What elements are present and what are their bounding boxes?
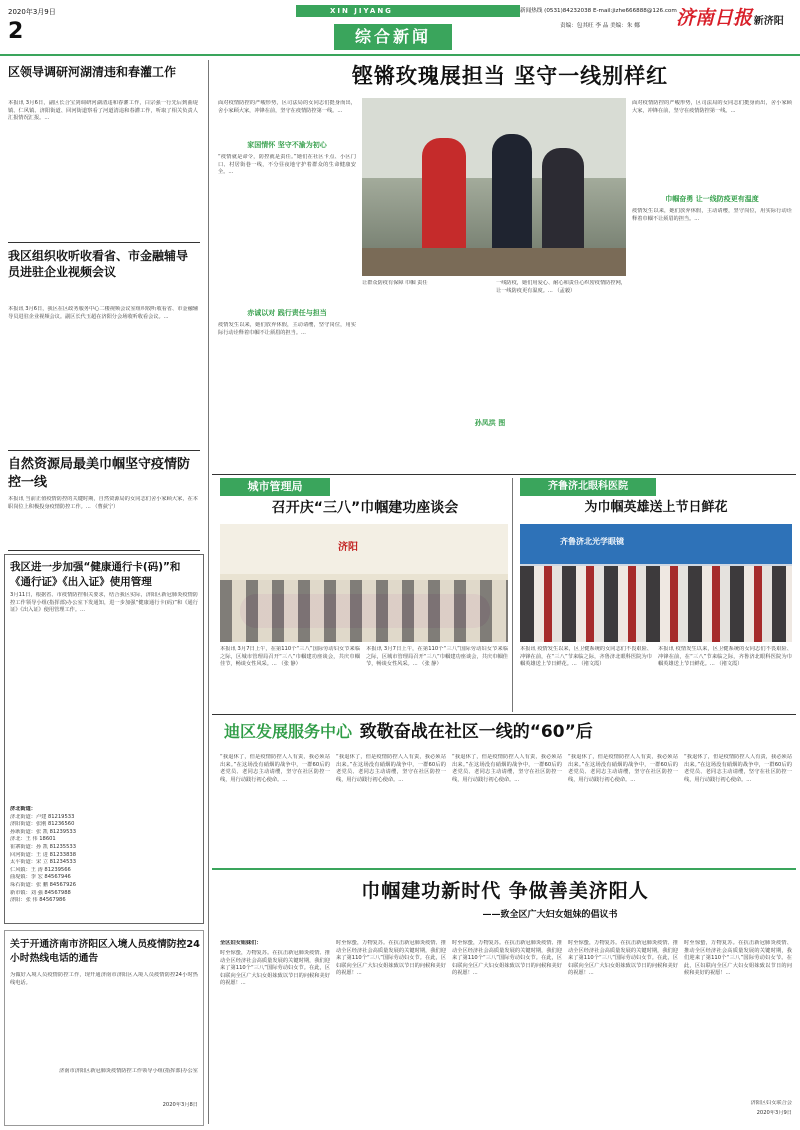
page-number: 2 bbox=[8, 19, 24, 44]
article-3-title: 自然资源局最美巾帼坚守疫情防控一线 bbox=[8, 457, 191, 490]
contact-item: 垛石街道：张 鹏 84567926 bbox=[10, 881, 77, 888]
hero-body-a: 面对疫情防控的严峻形势，区司法局的女同志们挺身而出，舍小家顾大家，冲锋在前，坚守在疫情防控第一线。... bbox=[218, 100, 356, 114]
mid-left-body-1: 本报讯 3月7日上午，在第110个“三八”国际劳动妇女节来临之际，区城市管理局召开“三八”巾帼建功座谈会，共庆巾帼佳节，畅谈女性风采。... （张 静） bbox=[220, 646, 360, 668]
hero-subhead-2: 赤诚以对 践行责任与担当 bbox=[247, 309, 327, 317]
contact-item: 济北：王 伟 18601 bbox=[10, 836, 56, 843]
article-4-body: 3月11日，根据省、市疫情防控相关要求，结合我区实际，济阳区新冠肺炎疫情防控工作领导小组(指挥部)办公室下发通知，进一步加强“健康通行卡(码)”和《通行证》《出入证》使用管理工作。... bbox=[10, 592, 198, 614]
hero-photo-caption: 孙凤洪 图 bbox=[474, 419, 506, 427]
hero-subhead-3: 巾帼奋勇 让一线防疫更有温度 bbox=[665, 195, 759, 203]
hero-body-e: 面对疫情防控的严峻形势，区司法局的女同志们挺身而出，舍小家顾大家，冲锋在前，坚守在疫情防控第一线。... bbox=[632, 100, 792, 114]
divider bbox=[8, 242, 200, 243]
column-rule bbox=[208, 60, 209, 1124]
hero-photo-caption-body: 让群众防疫有保障 巾帼 责任 bbox=[362, 280, 428, 286]
proposal-date: 2020年3月9日 bbox=[756, 1110, 792, 1116]
contact-item: 崔寨街道：孙 凯 81235533 bbox=[10, 843, 77, 850]
contact-item: 太平街道：宋 立 81234533 bbox=[10, 859, 77, 866]
hero-title: 铿锵玫瑰展担当 坚守一线别样红 bbox=[351, 64, 669, 88]
contact-item: 回河街道：王 进 81233838 bbox=[10, 851, 77, 858]
photo-people bbox=[220, 580, 508, 642]
article-1-body: 本报讯 3月6日，副区长合宝剑调研河湖清违和春灌工作，白宗强一行先后到曲堤镇、仁风镇、济阳街道、回河街道察看了河道清违和春灌工作，听取了相关负责人汇报情况汇报。... bbox=[8, 100, 198, 122]
contact-item: 曲堤镇：李 宏 84567946 bbox=[10, 874, 71, 881]
proposal-body-5: 时至惊蛰，万物复苏。在抗击新冠肺炎疫情、推动全区经济社会高质量发展的关键时期，我们迎来了第110个“三八”国际劳动妇女节。在此，区妇联向全区广大妇女姐妹致以节日的问候和美好的祝愿！... bbox=[684, 940, 792, 977]
contact-item: 济北街道：卢建 81219533 bbox=[10, 813, 75, 820]
district-body-5: “我退休了，但是疫情防控人人有责，我必须站出来。”在这场没有硝烟的战争中，一群60后的老党员、老同志主动请缨，坚守在社区防控一线，用行动践行初心使命。... bbox=[684, 754, 792, 783]
photo-sign: 济阳 bbox=[338, 542, 358, 553]
photo-sign: 齐鲁济北光学眼镜 bbox=[560, 537, 624, 546]
paper-sub: 新济阳 bbox=[753, 16, 784, 27]
article-3-body: 本报讯 当前正值疫情防控的关键时期，自然资源局的女同志们舍小家顾大家，在本职岗位上积极投身疫情防控工作。... （曹荻宁） bbox=[8, 496, 198, 510]
mid-right-photo bbox=[520, 524, 792, 642]
photo-table bbox=[362, 248, 626, 276]
hero-body-d: 一线防疫，她们用爱心、耐心和责任心织密疫情防控网，让一线防疫更有温度。... （孟毅） bbox=[496, 280, 626, 294]
district-banner-label: 迪区发展服务中心 bbox=[224, 722, 353, 741]
hospital-label: 齐鲁济北眼科医院 bbox=[548, 481, 628, 492]
city-management-label: 城市管理局 bbox=[247, 480, 303, 493]
contact-item: 济阳街道：张刚 81236560 bbox=[10, 821, 75, 828]
proposal-body-2: 时至惊蛰，万物复苏。在抗击新冠肺炎疫情、推动全区经济社会高质量发展的关键时期，我们迎来了第110个“三八”国际劳动妇女节。在此，区妇联向全区广大妇女姐妹致以节日的问候和美好的祝愿！... bbox=[336, 940, 446, 977]
article-2-title: 我区组织收听收看省、市金融辅导员进驻企业视频会议 bbox=[8, 249, 189, 279]
paper-name: 济南日报 bbox=[676, 7, 753, 29]
mid-left-title: 召开庆“三八”巾帼建功座谈会 bbox=[271, 500, 459, 516]
photo-wall bbox=[220, 524, 508, 574]
contact-item: 孙耿街道：张 凯 81239533 bbox=[10, 828, 77, 835]
hotline: 新闻热线 (0531)84232038 E-mail:jizhe666888@126.com bbox=[520, 8, 677, 14]
mid-right-title: 为巾帼英雄送上节日鲜花 bbox=[584, 500, 728, 515]
district-body-4: “我退休了，但是疫情防控人人有责，我必须站出来。”在这场没有硝烟的战争中，一群60后的老党员、老同志主动请缨，坚守在社区防控一线，用行动践行初心使命。... bbox=[568, 754, 678, 783]
article-4-title: 我区进一步加强“健康通行卡(码)”和《通行证》《出入证》使用管理 bbox=[10, 561, 181, 588]
hero-body-c: 疫情发生以来，她们放弃休假，主动请缨，坚守岗位，用实际行动诠释着巾帼不让须眉的担当。... bbox=[218, 322, 356, 336]
proposal-sign: 济阳区妇女联合会 bbox=[750, 1100, 792, 1106]
city-management-banner bbox=[220, 478, 330, 496]
contact-item: 济阳：张 伟 84567986 bbox=[10, 897, 66, 904]
district-body-2: “我退休了，但是疫情防控人人有责，我必须站出来。”在这场没有硝烟的战争中，一群60后的老党员、老同志主动请缨，坚守在社区防控一线，用行动践行初心使命。... bbox=[336, 754, 446, 783]
hero-subhead-1: 家国情怀 坚守不渝为初心 bbox=[247, 141, 327, 149]
divider bbox=[8, 450, 200, 451]
hospital-banner bbox=[520, 478, 656, 496]
contacts-title: 济北街道： bbox=[10, 806, 36, 812]
district-title: 致敬奋战在社区一线的“60”后 bbox=[359, 722, 593, 742]
notice-date: 2020年3月8日 bbox=[162, 1102, 198, 1108]
proposal-body-3: 时至惊蛰，万物复苏。在抗击新冠肺炎疫情、推动全区经济社会高质量发展的关键时期，我们迎来了第110个“三八”国际劳动妇女节。在此，区妇联向全区广大妇女姐妹致以节日的问候和美好的祝愿！... bbox=[452, 940, 562, 977]
notice-signature: 济南市济阳区新冠肺炎疫情防控工作领导小组(指挥部)办公室 bbox=[59, 1068, 198, 1074]
section-banner bbox=[334, 24, 452, 50]
mid-left-body-2: 本报讯 3月7日上午，在第110个“三八”国际劳动妇女节来临之际，区城市管理局召开“三八”巾帼建功座谈会，共庆巾帼佳节，畅谈女性风采。... （张 静） bbox=[366, 646, 508, 668]
left-column bbox=[0, 56, 205, 1130]
district-header bbox=[224, 718, 794, 748]
hero-body-b: “疫情就是命令，防控就是责任。”她们在社区卡点、小区门口、村居街巷一线，不分昼夜地守护着群众的生命健康安全。... bbox=[218, 154, 356, 176]
paper-logo bbox=[676, 5, 794, 35]
article-1-title: 区领导调研河湖清违和春灌工作 bbox=[8, 65, 177, 79]
proposal-subtitle: ——致全区广大妇女姐妹的倡议书 bbox=[482, 910, 618, 920]
masthead bbox=[0, 0, 800, 60]
divider bbox=[212, 474, 796, 475]
divider bbox=[8, 550, 200, 551]
hero-photo bbox=[362, 98, 626, 276]
section-title: 综合新闻 bbox=[354, 27, 431, 46]
column-rule bbox=[512, 478, 513, 712]
divider bbox=[212, 714, 796, 715]
notice-title: 关于开通济南市济阳区入境人员疫情防控24小时热线电话的通告 bbox=[10, 939, 200, 964]
proposal-salutation: 全区妇女姐妹们： bbox=[220, 940, 262, 946]
district-body-3: “我退休了，但是疫情防控人人有责，我必须站出来。”在这场没有硝烟的战争中，一群60后的老党员、老同志主动请缨，坚守在社区防控一线，用行动践行初心使命。... bbox=[452, 754, 562, 783]
divider bbox=[212, 868, 796, 870]
hero-body-f: 疫情发生以来，她们放弃休假，主动请缨，坚守岗位，用实际行动诠释着巾帼不让须眉的担当。... bbox=[632, 208, 792, 222]
proposal-body-1: 时至惊蛰，万物复苏。在抗击新冠肺炎疫情、推动全区经济社会高质量发展的关键时期，我们迎来了第110个“三八”国际劳动妇女节。在此，区妇联向全区广大妇女姐妹致以节日的问候和美好的祝愿！... bbox=[220, 950, 330, 987]
contact-item: 仁风镇：王 涛 81239566 bbox=[10, 866, 71, 873]
contact-item: 新市镇：刘 强 84567988 bbox=[10, 889, 71, 896]
contacts-list bbox=[10, 806, 198, 920]
notice-body: 为做好入境人员疫情防控工作，现开通济南市济阳区入境人员疫情防控24小时热线电话。 bbox=[10, 972, 198, 986]
photo-people bbox=[520, 566, 792, 642]
editors: 责编：包其旺 李 品 美编：朱 娜 bbox=[560, 23, 640, 29]
proposal-title: 巾帼建功新时代 争做善美济阳人 bbox=[361, 880, 649, 902]
proposal-body-4: 时至惊蛰，万物复苏。在抗击新冠肺炎疫情、推动全区经济社会高质量发展的关键时期，我们迎来了第110个“三八”国际劳动妇女节。在此，区妇联向全区广大妇女姐妹致以节日的问候和美好的祝愿！... bbox=[568, 940, 678, 977]
district-body-1: “我退休了，但是疫情防控人人有责，我必须站出来。”在这场没有硝烟的战争中，一群60后的老党员、老同志主动请缨，坚守在社区防控一线，用行动践行初心使命。... bbox=[220, 754, 330, 783]
site-name: XIN JIYANG bbox=[330, 7, 393, 15]
issue-date: 2020年3月9日 bbox=[8, 8, 56, 16]
mid-right-body-2: 本报讯 疫情发生以来，区卫健系统的女同志们不畏艰险、冲锋在前，在“三八”节来临之际，齐鲁济北眼科医院为巾帼英雄送上节日鲜花。... （褚文霞） bbox=[658, 646, 792, 668]
mid-right-body-1: 本报讯 疫情发生以来，区卫健系统的女同志们不畏艰险、冲锋在前，在“三八”节来临之际，齐鲁济北眼科医院为巾帼英雄送上节日鲜花。... （褚文霞） bbox=[520, 646, 652, 668]
article-2-body: 本报讯 3月6日，我区在区政务服务中心二楼视频会议室组织收听收看省、市金融辅导员进驻企业视频会议。副区长代玉超在济阳分会场收听收看会议。... bbox=[8, 306, 198, 320]
mid-left-photo bbox=[220, 524, 508, 642]
